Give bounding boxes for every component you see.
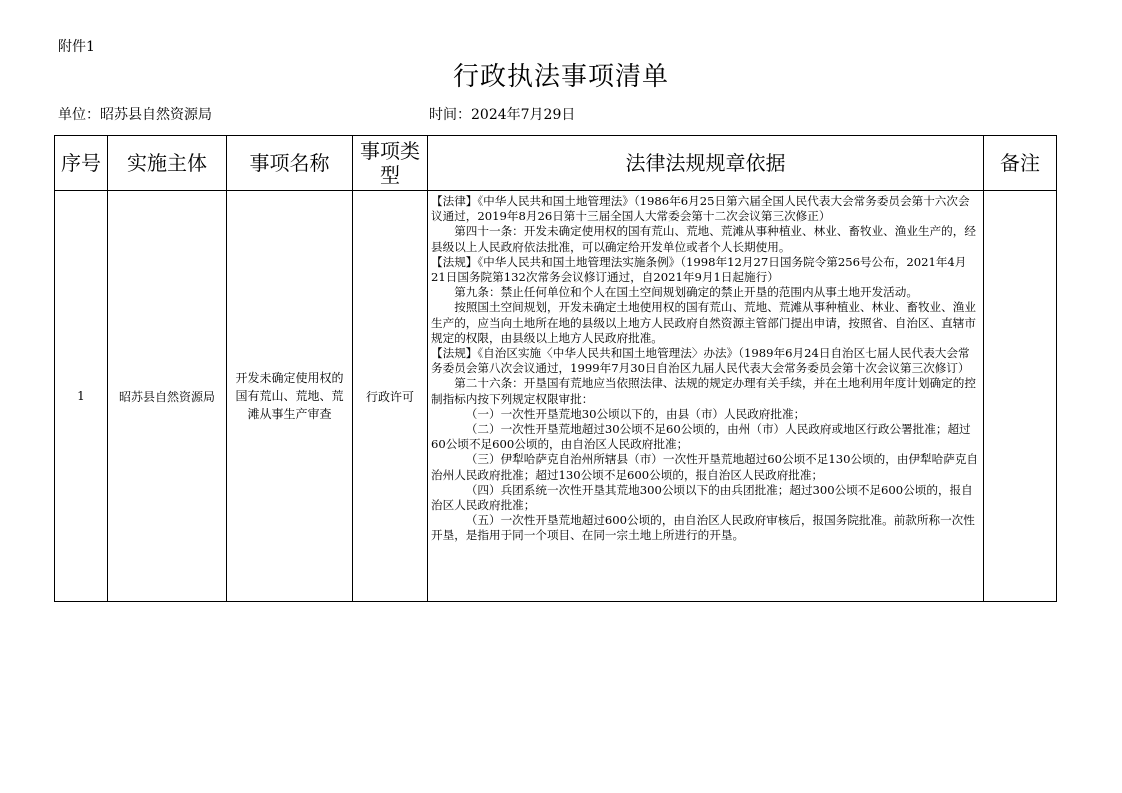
header-subject: 实施主体 [108,136,227,191]
table-header-row [55,136,1057,191]
basis-para: （五）一次性开垦荒地超过600公顷的，由自治区人民政府审核后，报国务院批准。前款所称一次性开垦，是指用于同一个项目、在同一宗土地上所进行的开垦。 [431,513,975,543]
basis-para: （二）一次性开垦荒地超过30公顷不足60公顷的，由州（市）人民政府或地区行政公署批准；超过60公顷不足600公顷的，由自治区人民政府批准； [431,422,971,452]
basis-para: 【法规】《自治区实施〈中华人民共和国土地管理法〉办法》（1989年6月24日自治区七届人民代表大会常务委员会第八次会议通过，1999年7月30日自治区九届人民代表大会常务委员会第十次会议第三次修订） [431,346,970,376]
cell-item-type: 行政许可 [353,191,428,602]
enforcement-items-table [54,135,1057,602]
cell-basis [428,191,984,602]
cell-item-name: 开发未确定使用权的国有荒山、荒地、荒滩从事生产审查 [227,191,353,602]
basis-para: 第二十六条：开垦国有荒地应当依照法律、法规的规定办理有关手续，并在土地利用年度计划确定的控制指标内按下列规定权限审批： [431,376,976,406]
unit-label: 单位：昭苏县自然资源局 [58,107,212,123]
basis-para: （一）一次性开垦荒地30公顷以下的，由县（市）人民政府批准； [465,406,806,421]
date-label: 时间：2024年7月29日 [429,107,576,123]
header-seq: 序号 [55,136,108,191]
attachment-label: 附件1 [58,39,95,55]
cell-remark [984,191,1057,602]
basis-para: （四）兵团系统一次性开垦其荒地300公顷以下的由兵团批准；超过300公顷不足600公顷的，报自治区人民政府批准； [431,482,973,513]
cell-seq: 1 [55,191,108,602]
basis-para: 【法律】《中华人民共和国土地管理法》（1986年6月25日第六届全国人民代表大会常务委员会第十六次会议通过，2019年8月26日第十三届全国人大常委会第十二次会议第三次修正） [431,194,970,224]
header-item-name: 事项名称 [227,136,353,191]
basis-para: 第九条：禁止任何单位和个人在国土空间规划确定的禁止开垦的范围内从事土地开发活动。 [454,285,918,300]
header-item-type: 事项类型 [353,136,428,191]
basis-para: 第四十一条：开发未确定使用权的国有荒山、荒地、荒滩从事种植业、林业、畜牧业、渔业生产的，经县级以上人民政府依法批准，可以确定给开发单位或者个人长期使用。 [431,224,976,254]
cell-subject: 昭苏县自然资源局 [108,191,227,602]
basis-para: 按照国土空间规划，开发未确定土地使用权的国有荒山、荒地、荒滩从事种植业、林业、畜牧业、渔业生产的，应当向土地所在地的县级以上地方人民政府自然资源主管部门提出申请，按照省、自治区、直辖市规定的权限，由县级以上地方人民政府批准。 [431,300,976,345]
header-basis: 法律法规规章依据 [428,136,984,191]
header-remark: 备注 [984,136,1057,191]
table-row [55,191,1057,602]
page-title: 行政执法事项清单 [452,62,669,92]
basis-para: （三）伊犁哈萨克自治州所辖县（市）一次性开垦荒地超过60公顷不足130公顷的，由伊犁哈萨克自治州人民政府批准；超过130公顷不足600公顷的，报自治区人民政府批准； [431,452,979,482]
basis-para: 【法规】《中华人民共和国土地管理法实施条例》（1998年12月27日国务院令第256号公布，2021年4月21日国务院第132次常务会议修订通过，自2021年9月1日起施行） [431,254,967,285]
